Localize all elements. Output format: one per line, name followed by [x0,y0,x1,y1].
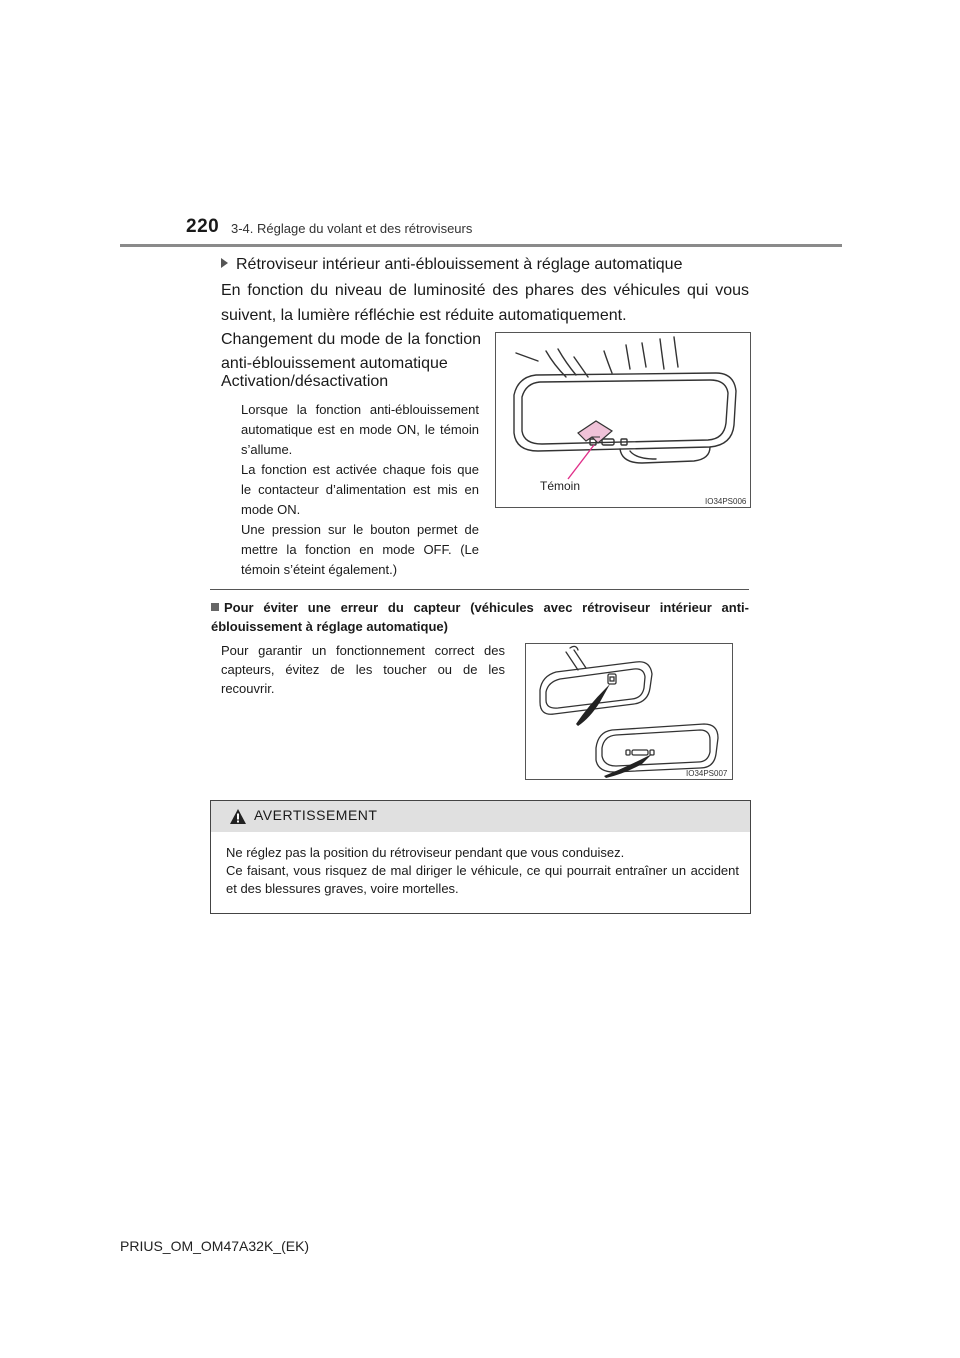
mirror-sensor-figure [525,643,733,780]
description-paragraph: Une pression sur le bouton permet de mettre la fonction en mode OFF. (Le témoin s’éteint également.) [241,522,479,577]
note-heading-text: Pour éviter une erreur du capteur (véhicules avec rétroviseur intérieur anti-éblouissement à réglage automatique) [211,600,749,634]
triangle-bullet-icon [221,258,228,268]
mirror-illustration [496,333,750,507]
sub-section-label: Activation/désactivation [221,373,389,390]
warning-title: AVERTISSEMENT [254,807,378,823]
footer-doc-code: PRIUS_OM_OM47A32K_(EK) [120,1238,310,1254]
figure-code: IO34PS006 [705,497,747,506]
indicator-callout-label: Témoin [540,479,581,493]
warning-line: Ce faisant, vous risquez de mal diriger le véhicule, ce qui pourrait entraîner un accident et des blessures graves, voire mortelles. [226,863,739,896]
section-divider [210,589,749,590]
page-number: 220 [186,216,220,237]
warning-box [210,800,751,914]
description-paragraph: La fonction est activée chaque fois que le contacteur d’alimentation est mis en mode ON. [241,462,479,517]
description-paragraph: Lorsque la fonction anti-éblouissement automatique est en mode ON, le témoin s’allume. [241,402,479,457]
warning-line: Ne réglez pas la position du rétroviseur pendant que vous conduisez. [226,845,625,860]
square-bullet-icon [211,603,219,611]
sub-section-title: Changement du mode de la fonction anti-éblouissement automatique [221,331,481,372]
warning-header [211,801,750,832]
sub-section-description [241,400,479,580]
header-divider [120,244,842,247]
sensor-illustration [526,644,732,779]
chapter-title: 3-4. Réglage du volant et des rétroviseurs [231,221,473,236]
mirror-indicator-figure [495,332,751,508]
warning-body [226,844,739,898]
section-heading [221,256,682,274]
note-heading [211,598,749,636]
warning-triangle-icon [229,808,247,825]
section-heading-text: Rétroviseur intérieur anti-éblouissement à réglage automatique [236,256,683,273]
intro-paragraph: En fonction du niveau de luminosité des phares des véhicules qui vous suivent, la lumière réfléchie est réduite automatiquement. [221,282,749,324]
note-body: Pour garantir un fonctionnement correct des capteurs, évitez de les toucher ou de les recouvrir. [221,643,505,696]
figure-code: IO34PS007 [686,769,728,778]
